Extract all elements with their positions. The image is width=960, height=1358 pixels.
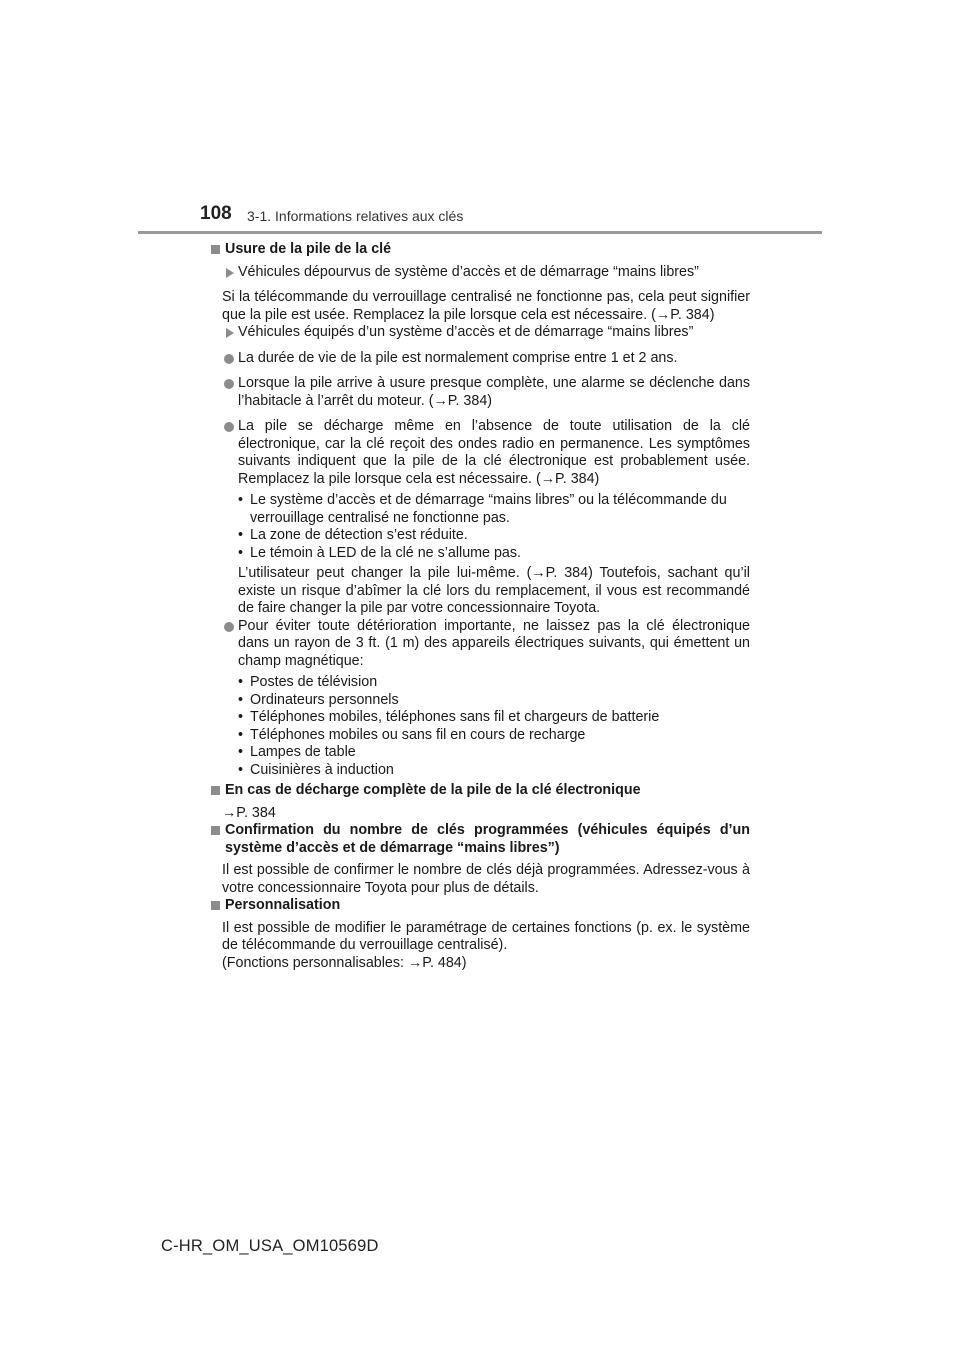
list-item: • Le système d’accès et de démarrage “mains libres” ou la télécommande du verrouillage centralisé ne fonctionne pas. [238,492,727,526]
list-item: • La zone de détection s’est réduite. [238,527,468,543]
square-bullet-icon [211,901,220,910]
heading-text: En cas de décharge complète de la pile de la clé électronique [225,782,641,798]
heading-text: Usure de la pile de la clé [225,241,392,257]
bullet-battery-life [210,350,750,368]
paragraph-key-count: Il est possible de confirmer le nombre de clés déjà programmées. Adressez-vous à votre concessionnaire Toyota pour plus de détails. [222,862,750,896]
paragraph-customization-ref: (Fonctions personnalisables: →P. 484) [222,954,467,971]
subheading-with-smart-key [210,324,750,342]
circle-bullet-icon [224,622,234,632]
list-item: • Postes de télévision [238,674,378,690]
paragraph-page-ref: →P. 384 [222,804,276,821]
square-bullet-icon [211,826,220,835]
heading-customization [210,897,750,915]
square-bullet-icon [211,786,220,795]
header-divider [138,231,822,234]
bullet-alarm [210,375,750,410]
section-title: 3-1. Informations relatives aux clés [247,208,464,224]
appliance-list [210,674,750,779]
list-item: • Cuisinières à induction [238,761,394,778]
subheading-text: Véhicules dépourvus de système d’accès et de démarrage “mains libres” [238,263,699,280]
triangle-bullet-icon [226,268,234,278]
bullet-text: La durée de vie de la pile est normalement comprise entre 1 et 2 ans. [238,349,678,366]
subheading-text: Véhicules équipés d’un système d’accès et de démarrage “mains libres” [238,324,694,340]
list-item: • Téléphones mobiles ou sans fil en cours de recharge [238,726,586,743]
heading-text: Confirmation du nombre de clés programmées (véhicules équipés d’un système d’accès et de démarrage “mains libres”) [225,822,750,856]
page-header [0,0,960,240]
heading-dead-battery [210,782,750,800]
bullet-discharge [210,418,750,488]
bullet-text: Lorsque la pile arrive à usure presque complète, une alarme se déclenche dans l’habitacle à l’arrêt du moteur. (→P. 384) [238,375,750,409]
list-item: • Le témoin à LED de la clé ne s’allume pas. [238,544,521,561]
bullet-magnetic-field [210,618,750,671]
circle-bullet-icon [224,379,234,389]
paragraph-customization: Il est possible de modifier le paramétrage de certaines fonctions (p. ex. le système de télécommande du verrouillage centralisé). [222,919,750,953]
page-content [210,241,750,972]
page-number: 108 [200,203,232,224]
symptom-list [210,492,750,562]
list-item: • Téléphones mobiles, téléphones sans fil et chargeurs de batterie [238,709,660,725]
triangle-bullet-icon [226,328,234,338]
square-bullet-icon [211,245,220,254]
paragraph-remote-battery: Si la télécommande du verrouillage centralisé ne fonctionne pas, cela peut signifier que la pile est usée. Remplacez la pile lorsque cela est nécessaire. (→P. 384) [222,289,750,323]
circle-bullet-icon [224,422,234,432]
bullet-text: Pour éviter toute détérioration importante, ne laissez pas la clé électronique dans un rayon de 3 ft. (1 m) des appareils électriques suivants, qui émettent un champ magnétique: [238,617,750,669]
paragraph-replace-note: L’utilisateur peut changer la pile lui-même. (→P. 384) Toutefois, sachant qu’il existe un risque d’abîmer la clé lors du remplacement, il vous est recommandé de faire changer la pile par votre concessionnaire Toyota. [238,565,750,616]
heading-battery-wear [210,241,750,259]
heading-key-count [210,822,750,857]
heading-text: Personnalisation [225,897,341,913]
list-item: • Lampes de table [238,744,356,760]
document-code: C-HR_OM_USA_OM10569D [161,1237,379,1255]
subheading-without-smart-key [210,264,750,282]
circle-bullet-icon [224,354,234,364]
bullet-text: La pile se décharge même en l’absence de toute utilisation de la clé électronique, car la clé reçoit des ondes radio en permanence. Les symptômes suivants indiquent que la pile de la clé électronique est probablement usée. Remplacez la pile lorsque cela est nécessaire. (→P. 384) [238,418,750,487]
list-item: • Ordinateurs personnels [238,691,399,708]
